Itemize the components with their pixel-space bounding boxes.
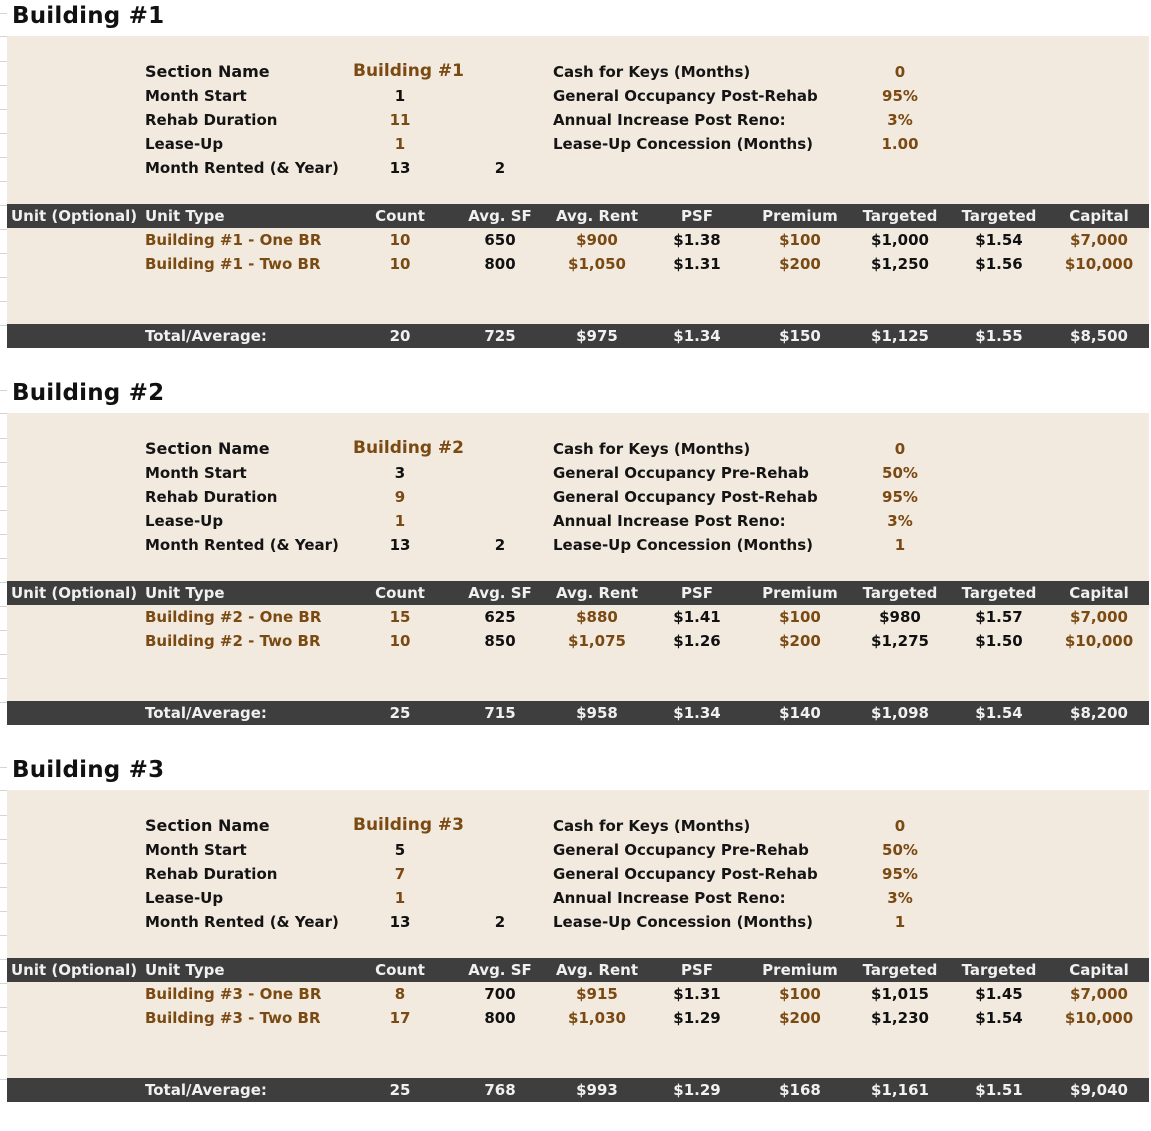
setting-value[interactable]: 1 [894,913,906,931]
setting-label: Annual Increase Post Reno: [553,889,786,907]
unit-targeted-psf-cell[interactable]: $1.54 [975,1009,1023,1027]
total-premium: $150 [779,327,821,345]
setting-value[interactable]: 95% [882,488,918,506]
unit-psf-cell[interactable]: $1.31 [673,985,721,1003]
label-lease-up: Lease-Up [145,512,224,530]
unit-type-cell[interactable]: Building #2 - Two BR [145,632,321,650]
header-unit-optional: Unit (Optional) [11,207,138,225]
unit-type-cell[interactable]: Building #1 - Two BR [145,255,321,273]
setting-value[interactable]: 50% [882,464,918,482]
building-title: Building #2 [12,380,165,406]
unit-capital-cell[interactable]: $7,000 [1070,608,1128,626]
month-rented-value[interactable]: 13 [389,159,411,177]
setting-value[interactable]: 0 [894,817,906,835]
label-month-start: Month Start [145,87,247,105]
total-targeted-psf: $1.55 [975,327,1023,345]
unit-count-cell[interactable]: 8 [394,985,406,1003]
label-lease-up: Lease-Up [145,135,224,153]
header-targeted-psf: Targeted [961,961,1037,979]
unit-premium-cell[interactable]: $200 [779,632,821,650]
unit-targeted-psf-cell[interactable]: $1.45 [975,985,1023,1003]
unit-capital-cell[interactable]: $10,000 [1064,632,1134,650]
total-avg-rent: $993 [576,1081,618,1099]
section-name-value[interactable]: Building #3 [353,815,464,835]
unit-avg-rent-cell[interactable]: $880 [576,608,618,626]
unit-avg-rent-cell[interactable]: $1,075 [568,632,626,650]
month-rented-value[interactable]: 13 [389,536,411,554]
header-avg-rent: Avg. Rent [555,961,639,979]
setting-value[interactable]: 1 [894,536,906,554]
setting-value[interactable]: 3% [887,889,913,907]
unit-avg-rent-cell[interactable]: $1,030 [568,1009,626,1027]
total-targeted-psf: $1.54 [975,704,1023,722]
section-name-value[interactable]: Building #2 [353,438,464,458]
building-title: Building #1 [12,3,165,29]
setting-label: General Occupancy Post-Rehab [553,865,818,883]
lease-up-value[interactable]: 1 [394,889,406,907]
setting-label: Lease-Up Concession (Months) [553,913,813,931]
unit-count-cell[interactable]: 15 [389,608,411,626]
total-avg-rent: $975 [576,327,618,345]
setting-label: Cash for Keys (Months) [553,440,751,458]
total-count: 25 [389,704,411,722]
unit-targeted-rent-cell[interactable]: $1,230 [871,1009,929,1027]
label-section-name: Section Name [145,62,270,81]
header-premium: Premium [762,207,838,225]
unit-targeted-rent-cell[interactable]: $1,015 [871,985,929,1003]
total-psf: $1.34 [673,704,721,722]
total-capital: $8,200 [1070,704,1128,722]
header-psf: PSF [680,584,714,602]
setting-value[interactable]: 50% [882,841,918,859]
total-psf: $1.34 [673,327,721,345]
month-start-value[interactable]: 1 [394,87,406,105]
setting-label: General Occupancy Post-Rehab [553,488,818,506]
unit-targeted-rent-cell[interactable]: $1,275 [871,632,929,650]
unit-premium-cell[interactable]: $100 [779,231,821,249]
total-avg-rent: $958 [576,704,618,722]
header-targeted-psf: Targeted [961,584,1037,602]
unit-targeted-rent-cell[interactable]: $1,250 [871,255,929,273]
unit-avg-sf-cell[interactable]: 650 [484,231,516,249]
total-avg-sf: 715 [484,704,516,722]
header-unit-optional: Unit (Optional) [11,584,138,602]
header-unit-optional: Unit (Optional) [11,961,138,979]
total-avg-sf: 725 [484,327,516,345]
unit-capital-cell[interactable]: $7,000 [1070,231,1128,249]
section-name-value[interactable]: Building #1 [353,61,464,81]
year-rented-value: 2 [494,159,506,177]
label-lease-up: Lease-Up [145,889,224,907]
header-capital: Capital [1069,961,1129,979]
header-capital: Capital [1069,584,1129,602]
header-unit-type: Unit Type [145,584,225,602]
unit-type-cell[interactable]: Building #2 - One BR [145,608,322,626]
unit-type-cell[interactable]: Building #1 - One BR [145,231,322,249]
total-count: 20 [389,327,411,345]
setting-value[interactable]: 0 [894,440,906,458]
total-avg-sf: 768 [484,1081,516,1099]
unit-avg-sf-cell[interactable]: 800 [484,1009,516,1027]
unit-count-cell[interactable]: 10 [389,255,411,273]
rehab-duration-value[interactable]: 11 [389,111,411,129]
setting-value[interactable]: 3% [887,111,913,129]
unit-premium-cell[interactable]: $200 [779,255,821,273]
unit-capital-cell[interactable]: $10,000 [1064,255,1134,273]
header-avg-sf: Avg. SF [468,207,532,225]
building-section [0,377,1151,754]
header-psf: PSF [680,207,714,225]
unit-psf-cell[interactable]: $1.38 [673,231,721,249]
label-month-start: Month Start [145,841,247,859]
total-psf: $1.29 [673,1081,721,1099]
label-month-rented: Month Rented (& Year) [145,159,339,177]
year-rented-value: 2 [494,536,506,554]
lease-up-value[interactable]: 1 [394,512,406,530]
month-start-value[interactable]: 3 [394,464,406,482]
setting-label: Lease-Up Concession (Months) [553,135,813,153]
unit-avg-sf-cell[interactable]: 850 [484,632,516,650]
unit-targeted-psf-cell[interactable]: $1.54 [975,231,1023,249]
unit-count-cell[interactable]: 10 [389,231,411,249]
unit-avg-sf-cell[interactable]: 625 [484,608,516,626]
total-targeted-psf: $1.51 [975,1081,1023,1099]
building-section [0,754,1151,1131]
label-month-rented: Month Rented (& Year) [145,536,339,554]
header-capital: Capital [1069,207,1129,225]
label-section-name: Section Name [145,816,270,835]
header-unit-type: Unit Type [145,961,225,979]
setting-value[interactable]: 95% [882,865,918,883]
total-capital: $9,040 [1070,1081,1128,1099]
setting-value[interactable]: 95% [882,87,918,105]
total-targeted-rent: $1,125 [871,327,929,345]
header-count: Count [375,207,425,225]
unit-targeted-rent-cell[interactable]: $1,000 [871,231,929,249]
unit-avg-rent-cell[interactable]: $900 [576,231,618,249]
header-premium: Premium [762,961,838,979]
total-label: Total/Average: [145,704,267,722]
total-targeted-rent: $1,098 [871,704,929,722]
header-targeted-rent: Targeted [862,961,938,979]
unit-targeted-psf-cell[interactable]: $1.50 [975,632,1023,650]
total-label: Total/Average: [145,327,267,345]
unit-psf-cell[interactable]: $1.29 [673,1009,721,1027]
year-rented-value: 2 [494,913,506,931]
setting-label: Annual Increase Post Reno: [553,111,786,129]
unit-premium-cell[interactable]: $200 [779,1009,821,1027]
header-unit-type: Unit Type [145,207,225,225]
label-rehab-duration: Rehab Duration [145,111,278,129]
label-month-start: Month Start [145,464,247,482]
total-premium: $168 [779,1081,821,1099]
lease-up-value[interactable]: 1 [394,135,406,153]
setting-label: General Occupancy Pre-Rehab [553,464,809,482]
setting-value[interactable]: 0 [894,63,906,81]
label-section-name: Section Name [145,439,270,458]
header-count: Count [375,961,425,979]
unit-premium-cell[interactable]: $100 [779,985,821,1003]
setting-value[interactable]: 3% [887,512,913,530]
setting-label: General Occupancy Post-Rehab [553,87,818,105]
setting-value[interactable]: 1.00 [881,135,919,153]
total-count: 25 [389,1081,411,1099]
total-targeted-rent: $1,161 [871,1081,929,1099]
total-label: Total/Average: [145,1081,267,1099]
header-count: Count [375,584,425,602]
rehab-duration-value[interactable]: 9 [394,488,406,506]
month-start-value[interactable]: 5 [394,841,406,859]
header-avg-sf: Avg. SF [468,584,532,602]
header-avg-rent: Avg. Rent [555,207,639,225]
header-psf: PSF [680,961,714,979]
header-avg-sf: Avg. SF [468,961,532,979]
unit-count-cell[interactable]: 10 [389,632,411,650]
unit-type-cell[interactable]: Building #3 - One BR [145,985,322,1003]
unit-count-cell[interactable]: 17 [389,1009,411,1027]
label-month-rented: Month Rented (& Year) [145,913,339,931]
unit-psf-cell[interactable]: $1.31 [673,255,721,273]
header-avg-rent: Avg. Rent [555,584,639,602]
header-targeted-psf: Targeted [961,207,1037,225]
total-capital: $8,500 [1070,327,1128,345]
building-title: Building #3 [12,757,165,783]
setting-label: General Occupancy Pre-Rehab [553,841,809,859]
label-rehab-duration: Rehab Duration [145,865,278,883]
setting-label: Lease-Up Concession (Months) [553,536,813,554]
setting-label: Cash for Keys (Months) [553,63,751,81]
unit-avg-sf-cell[interactable]: 700 [484,985,516,1003]
unit-capital-cell[interactable]: $10,000 [1064,1009,1134,1027]
header-targeted-rent: Targeted [862,207,938,225]
unit-type-cell[interactable]: Building #3 - Two BR [145,1009,321,1027]
unit-premium-cell[interactable]: $100 [779,608,821,626]
unit-psf-cell[interactable]: $1.41 [673,608,721,626]
month-rented-value[interactable]: 13 [389,913,411,931]
unit-targeted-psf-cell[interactable]: $1.56 [975,255,1023,273]
unit-capital-cell[interactable]: $7,000 [1070,985,1128,1003]
label-rehab-duration: Rehab Duration [145,488,278,506]
building-section [0,0,1151,377]
rehab-duration-value[interactable]: 7 [394,865,406,883]
unit-avg-rent-cell[interactable]: $915 [576,985,618,1003]
unit-avg-sf-cell[interactable]: 800 [484,255,516,273]
unit-avg-rent-cell[interactable]: $1,050 [568,255,626,273]
setting-label: Annual Increase Post Reno: [553,512,786,530]
total-premium: $140 [779,704,821,722]
unit-targeted-psf-cell[interactable]: $1.57 [975,608,1023,626]
header-targeted-rent: Targeted [862,584,938,602]
header-premium: Premium [762,584,838,602]
unit-psf-cell[interactable]: $1.26 [673,632,721,650]
setting-label: Cash for Keys (Months) [553,817,751,835]
unit-targeted-rent-cell[interactable]: $980 [879,608,921,626]
